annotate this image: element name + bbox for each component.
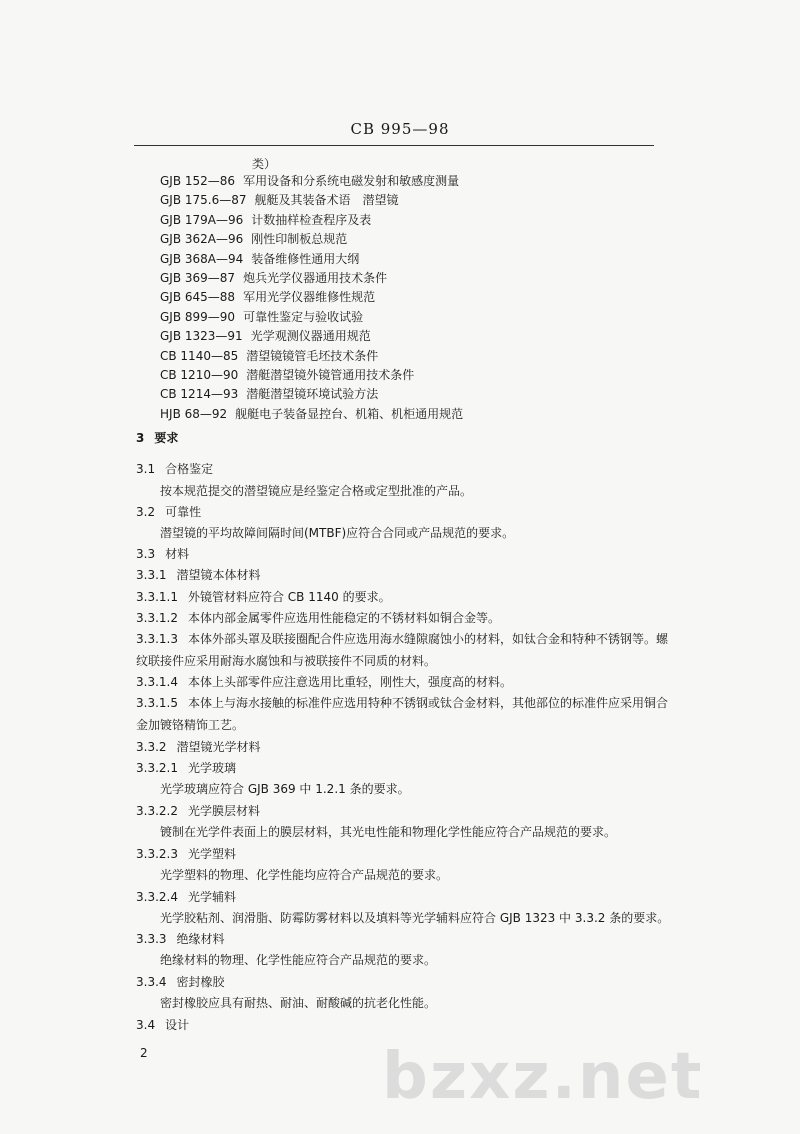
section-number: 3.3.1.2: [136, 611, 178, 625]
reference-item: [160, 308, 463, 327]
reference-continuation: 类）: [252, 157, 277, 171]
section-number: 3.3.2.4: [136, 890, 178, 904]
reference-item: [160, 405, 463, 424]
section-number: 3.3: [136, 547, 156, 561]
section-title: 光学膜层材料: [187, 804, 260, 818]
section-number: 3.3.2: [136, 740, 167, 754]
section-number: 3.3.3: [136, 932, 167, 946]
reference-title: 舰艇电子装备显控台、机箱、机柜通用规范: [235, 406, 464, 421]
section-number: 3.3.1.3: [136, 632, 178, 646]
section-3-3-1-5-cont: 金加镀铬精饰工艺。: [136, 718, 245, 732]
reference-code: GJB 645—88: [160, 290, 236, 305]
section-3-3-2-1-heading: [136, 759, 236, 776]
reference-item: [160, 230, 463, 249]
section-title: 光学塑料: [187, 847, 236, 861]
reference-title: 计数抽样检查程序及表: [251, 212, 372, 227]
watermark-text: bzxz.net: [382, 1040, 704, 1114]
section-number: 3.1: [136, 462, 156, 476]
section-number: 3.3.1: [136, 568, 167, 582]
section-number: 3.3.2.2: [136, 804, 178, 818]
section-3-3-1-1: [136, 588, 391, 605]
section-3-3-3-heading: [136, 930, 225, 947]
reference-code: HJB 68—92: [160, 406, 228, 421]
section-3-3-2-2-heading: [136, 802, 260, 819]
reference-item: [160, 269, 463, 288]
reference-code: CB 1140—85: [160, 348, 239, 363]
section-3-heading: [136, 429, 178, 446]
section-3-2-text: 潜望镜的平均故障间隔时间(MTBF)应符合合同或产品规范的要求。: [160, 526, 515, 540]
section-3-2-heading: [136, 503, 201, 520]
reference-title: 潜艇潜望镜外镜管通用技术条件: [246, 368, 415, 383]
reference-list: [160, 172, 463, 424]
reference-item: [160, 172, 463, 191]
reference-code: GJB 1323—91: [160, 329, 243, 344]
reference-item: [160, 366, 463, 385]
section-title: 潜望镜本体材料: [176, 568, 261, 582]
section-title: 潜望镜光学材料: [176, 740, 261, 754]
section-3-3-1-2: [136, 609, 500, 626]
section-3-3-2-4-text: 光学胶粘剂、润滑脂、防霉防雾材料以及填料等光学辅料应符合 GJB 1323 中 3.3.2 条的要求。: [160, 911, 670, 925]
reference-title: 炮兵光学仪器通用技术条件: [243, 271, 388, 286]
section-title: 合格鉴定: [165, 462, 214, 476]
reference-item: [160, 327, 463, 346]
section-text: 本体上头部零件应注意选用比重轻，刚性大，强度高的材料。: [187, 675, 512, 689]
section-title: 光学玻璃: [187, 761, 236, 775]
section-3-4-heading: [136, 1016, 189, 1033]
section-3-3-2-2-text: 镀制在光学件表面上的膜层材料，其光电性能和物理化学性能应符合产品规范的要求。: [160, 825, 617, 839]
section-3-3-2-3-heading: [136, 845, 236, 862]
section-text: 本体外部头罩及联接圈配合件应选用海水缝隙腐蚀小的材料，如钛合金和特种不锈钢等。螺: [187, 632, 668, 646]
section-3-3-4-text: 密封橡胶应具有耐热、耐油、耐酸碱的抗老化性能。: [160, 996, 437, 1010]
reference-code: GJB 179A—96: [160, 212, 244, 227]
section-3-3-1-5: [136, 694, 668, 711]
standard-code-header: CB 995—98: [350, 120, 450, 138]
section-3-1-heading: [136, 460, 213, 477]
reference-code: GJB 899—90: [160, 309, 236, 324]
section-number: 3.3.4: [136, 975, 167, 989]
reference-title: 军用光学仪器维修性规范: [243, 290, 376, 305]
reference-code: GJB 369—87: [160, 271, 236, 286]
section-title: 可靠性: [165, 505, 202, 519]
section-number: 3.3.1.4: [136, 675, 178, 689]
section-title: 密封橡胶: [176, 975, 225, 989]
section-text: 本体内部金属零件应选用性能稳定的不锈材料如铜合金等。: [187, 611, 500, 625]
reference-code: GJB 175.6—87: [160, 193, 247, 208]
reference-item: [160, 347, 463, 366]
section-title: 材料: [165, 547, 190, 561]
section-title: 绝缘材料: [176, 932, 225, 946]
section-text: 本体上与海水接触的标准件应选用特种不锈钢或钛合金材料，其他部位的标准件应采用铜合: [187, 696, 668, 710]
header-rule: [134, 145, 654, 146]
reference-code: GJB 368A—94: [160, 251, 244, 266]
reference-code: CB 1210—90: [160, 368, 239, 383]
section-3-3-2-3-text: 光学塑料的物理、化学性能均应符合产品规范的要求。: [160, 868, 449, 882]
section-title: 光学辅料: [187, 890, 236, 904]
section-number: 3.3.2.1: [136, 761, 178, 775]
reference-title: 潜艇潜望镜环境试验方法: [246, 387, 379, 402]
section-3-3-1-4: [136, 673, 512, 690]
reference-code: GJB 152—86: [160, 174, 236, 188]
reference-title: 潜望镜镜管毛坯技术条件: [246, 348, 379, 363]
section-number: 3.3.1.5: [136, 696, 178, 710]
reference-title: 装备维修性通用大纲: [251, 251, 360, 266]
section-number: 3: [136, 431, 145, 445]
section-text: 外镜管材料应符合 CB 1140 的要求。: [187, 590, 391, 604]
section-3-3-2-1-text: 光学玻璃应符合 GJB 369 中 1.2.1 条的要求。: [160, 782, 410, 796]
section-3-3-3-text: 绝缘材料的物理、化学性能应符合产品规范的要求。: [160, 953, 437, 967]
reference-title: 舰艇及其装备术语 潜望镜: [254, 193, 399, 208]
section-3-3-1-heading: [136, 566, 261, 583]
reference-code: CB 1214—93: [160, 387, 239, 402]
section-3-1-text: 按本规范提交的潜望镜应是经鉴定合格或定型批准的产品。: [160, 484, 473, 498]
reference-item: [160, 385, 463, 404]
section-3-3-1-3-cont: 纹联接件应采用耐海水腐蚀和与被联接件不同质的材料。: [136, 654, 437, 668]
reference-code: GJB 362A—96: [160, 232, 244, 247]
section-number: 3.4: [136, 1018, 156, 1032]
reference-title: 军用设备和分系统电磁发射和敏感度测量: [243, 174, 460, 188]
section-number: 3.2: [136, 505, 156, 519]
section-3-3-heading: [136, 545, 189, 562]
section-title: 要求: [154, 431, 179, 445]
section-number: 3.3.2.3: [136, 847, 178, 861]
page-number: 2: [140, 1046, 148, 1060]
reference-item: [160, 211, 463, 230]
reference-item: [160, 250, 463, 269]
reference-item: [160, 191, 463, 210]
section-3-3-2-heading: [136, 738, 261, 755]
reference-title: 光学观测仪器通用规范: [250, 329, 371, 344]
section-3-3-2-4-heading: [136, 888, 236, 905]
section-title: 设计: [165, 1018, 190, 1032]
section-number: 3.3.1.1: [136, 590, 178, 604]
reference-item: [160, 288, 463, 307]
section-3-3-1-3: [136, 630, 668, 647]
section-3-3-4-heading: [136, 973, 225, 990]
reference-title: 刚性印制板总规范: [251, 232, 348, 247]
reference-title: 可靠性鉴定与验收试验: [243, 309, 364, 324]
